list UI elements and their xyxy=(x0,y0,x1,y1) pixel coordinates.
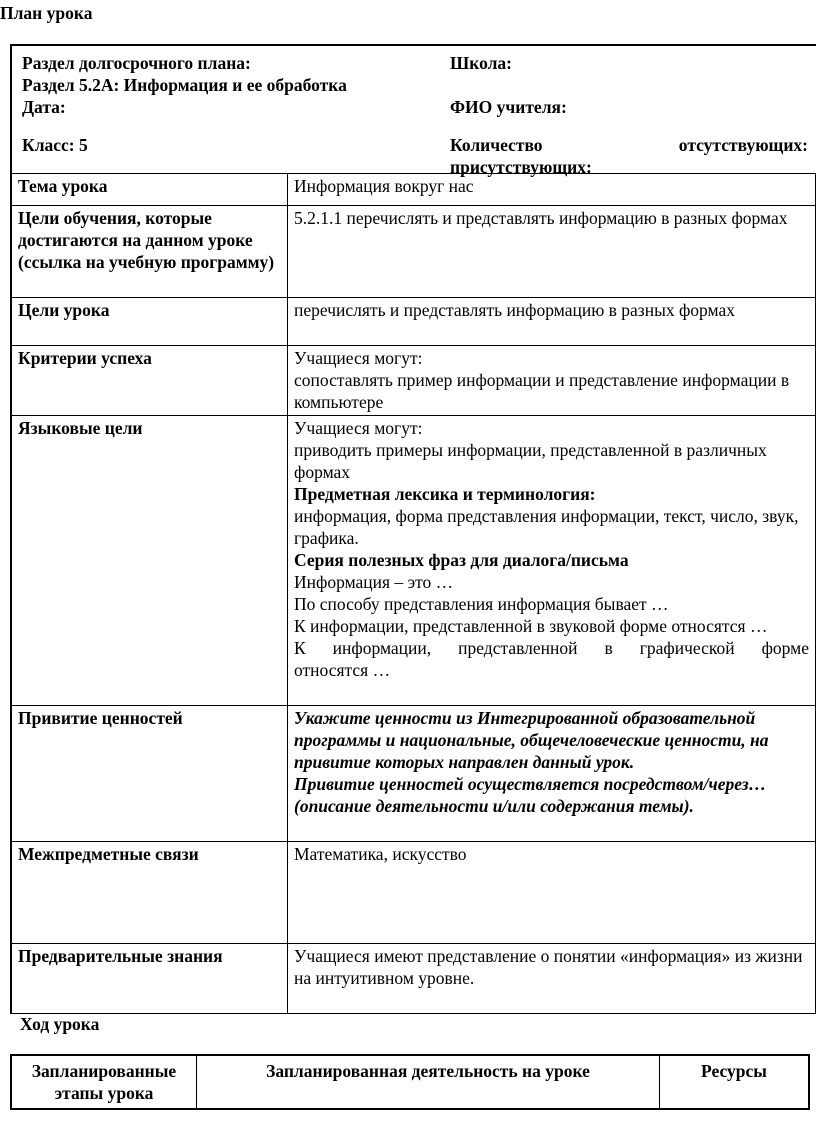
vocab-title: Предметная лексика и терминология: xyxy=(294,484,596,504)
section-heading: Ход урока xyxy=(20,1014,100,1034)
row-label: Языковые цели xyxy=(11,416,288,706)
section-label: Раздел долгосрочного плана: xyxy=(22,53,251,73)
row-value: 5.2.1.1 перечислять и представлять информацию в разных формах xyxy=(288,206,816,298)
language-line: приводить примеры информации, представленной в различных формах xyxy=(294,440,767,482)
header-block xyxy=(10,44,816,177)
values-text: Привитие ценностей осуществляется посредством/через… (описание деятельности и/или содержания темы). xyxy=(294,774,767,816)
table-row xyxy=(11,842,816,944)
table-row xyxy=(11,706,816,842)
row-value xyxy=(288,416,816,706)
section-value: Раздел 5.2А: Информация и ее обработка xyxy=(22,75,347,95)
table-row xyxy=(11,298,816,346)
phrases-title: Серия полезных фраз для диалога/письма xyxy=(294,550,629,570)
class-label: Класс: 5 xyxy=(22,135,88,155)
lesson-plan-table xyxy=(10,173,816,1014)
row-value: Математика, искусство xyxy=(288,842,816,944)
phrase: К информации, представленной в звуковой форме относятся … xyxy=(294,616,768,636)
table-row xyxy=(11,416,816,706)
table-row xyxy=(11,346,816,416)
table-row xyxy=(11,174,816,206)
row-label: Предварительные знания xyxy=(11,944,288,1014)
phrase: Информация – это … xyxy=(294,572,454,592)
table-row xyxy=(11,206,816,298)
lesson-course-table xyxy=(10,1054,810,1110)
phrase: относятся … xyxy=(294,660,391,680)
row-label: Тема урока xyxy=(11,174,288,206)
column-header: Запланированные этапы урока xyxy=(11,1055,197,1109)
phrase: К информации, представленной в графической форме xyxy=(294,638,809,658)
count-label-present: присутствующих: xyxy=(450,157,592,177)
date-label: Дата: xyxy=(22,97,66,117)
teacher-label: ФИО учителя: xyxy=(450,97,567,117)
page-title: План урока xyxy=(0,3,93,23)
row-label: Критерии успеха xyxy=(11,346,288,416)
vocab-text: информация, форма представления информации, текст, число, звук, графика. xyxy=(294,506,799,548)
row-label: Цели урока xyxy=(11,298,288,346)
phrase: По способу представления информация бывает … xyxy=(294,594,669,614)
row-value: Учащиеся имеют представление о понятии «информация» из жизни на интуитивном уровне. xyxy=(288,944,816,1014)
language-line: Учащиеся могут: xyxy=(294,418,423,438)
row-label: Цели обучения, которые достигаются на данном уроке (ссылка на учебную программу) xyxy=(11,206,288,298)
table-header-row xyxy=(11,1055,809,1109)
row-label: Привитие ценностей xyxy=(11,706,288,842)
row-value: Информация вокруг нас xyxy=(288,174,816,206)
school-label: Школа: xyxy=(450,53,512,73)
row-value xyxy=(288,346,816,416)
row-value: перечислять и представлять информацию в разных формах xyxy=(288,298,816,346)
count-label-absent: Количество xyxy=(450,135,543,155)
row-value xyxy=(288,706,816,842)
count-label-absent-value: отсутствующих: xyxy=(678,135,808,155)
criteria-line: сопоставлять пример информации и представление информации в компьютере xyxy=(294,370,790,412)
values-text: Укажите ценности из Интегрированной образовательной программы и национальные, общечеловеческие ценности, на привитие которых направлен данный урок. xyxy=(294,708,769,772)
column-header: Запланированная деятельность на уроке xyxy=(197,1055,660,1109)
table-row xyxy=(11,944,816,1014)
column-header: Ресурсы xyxy=(660,1055,810,1109)
row-label: Межпредметные связи xyxy=(11,842,288,944)
criteria-line: Учащиеся могут: xyxy=(294,348,423,368)
